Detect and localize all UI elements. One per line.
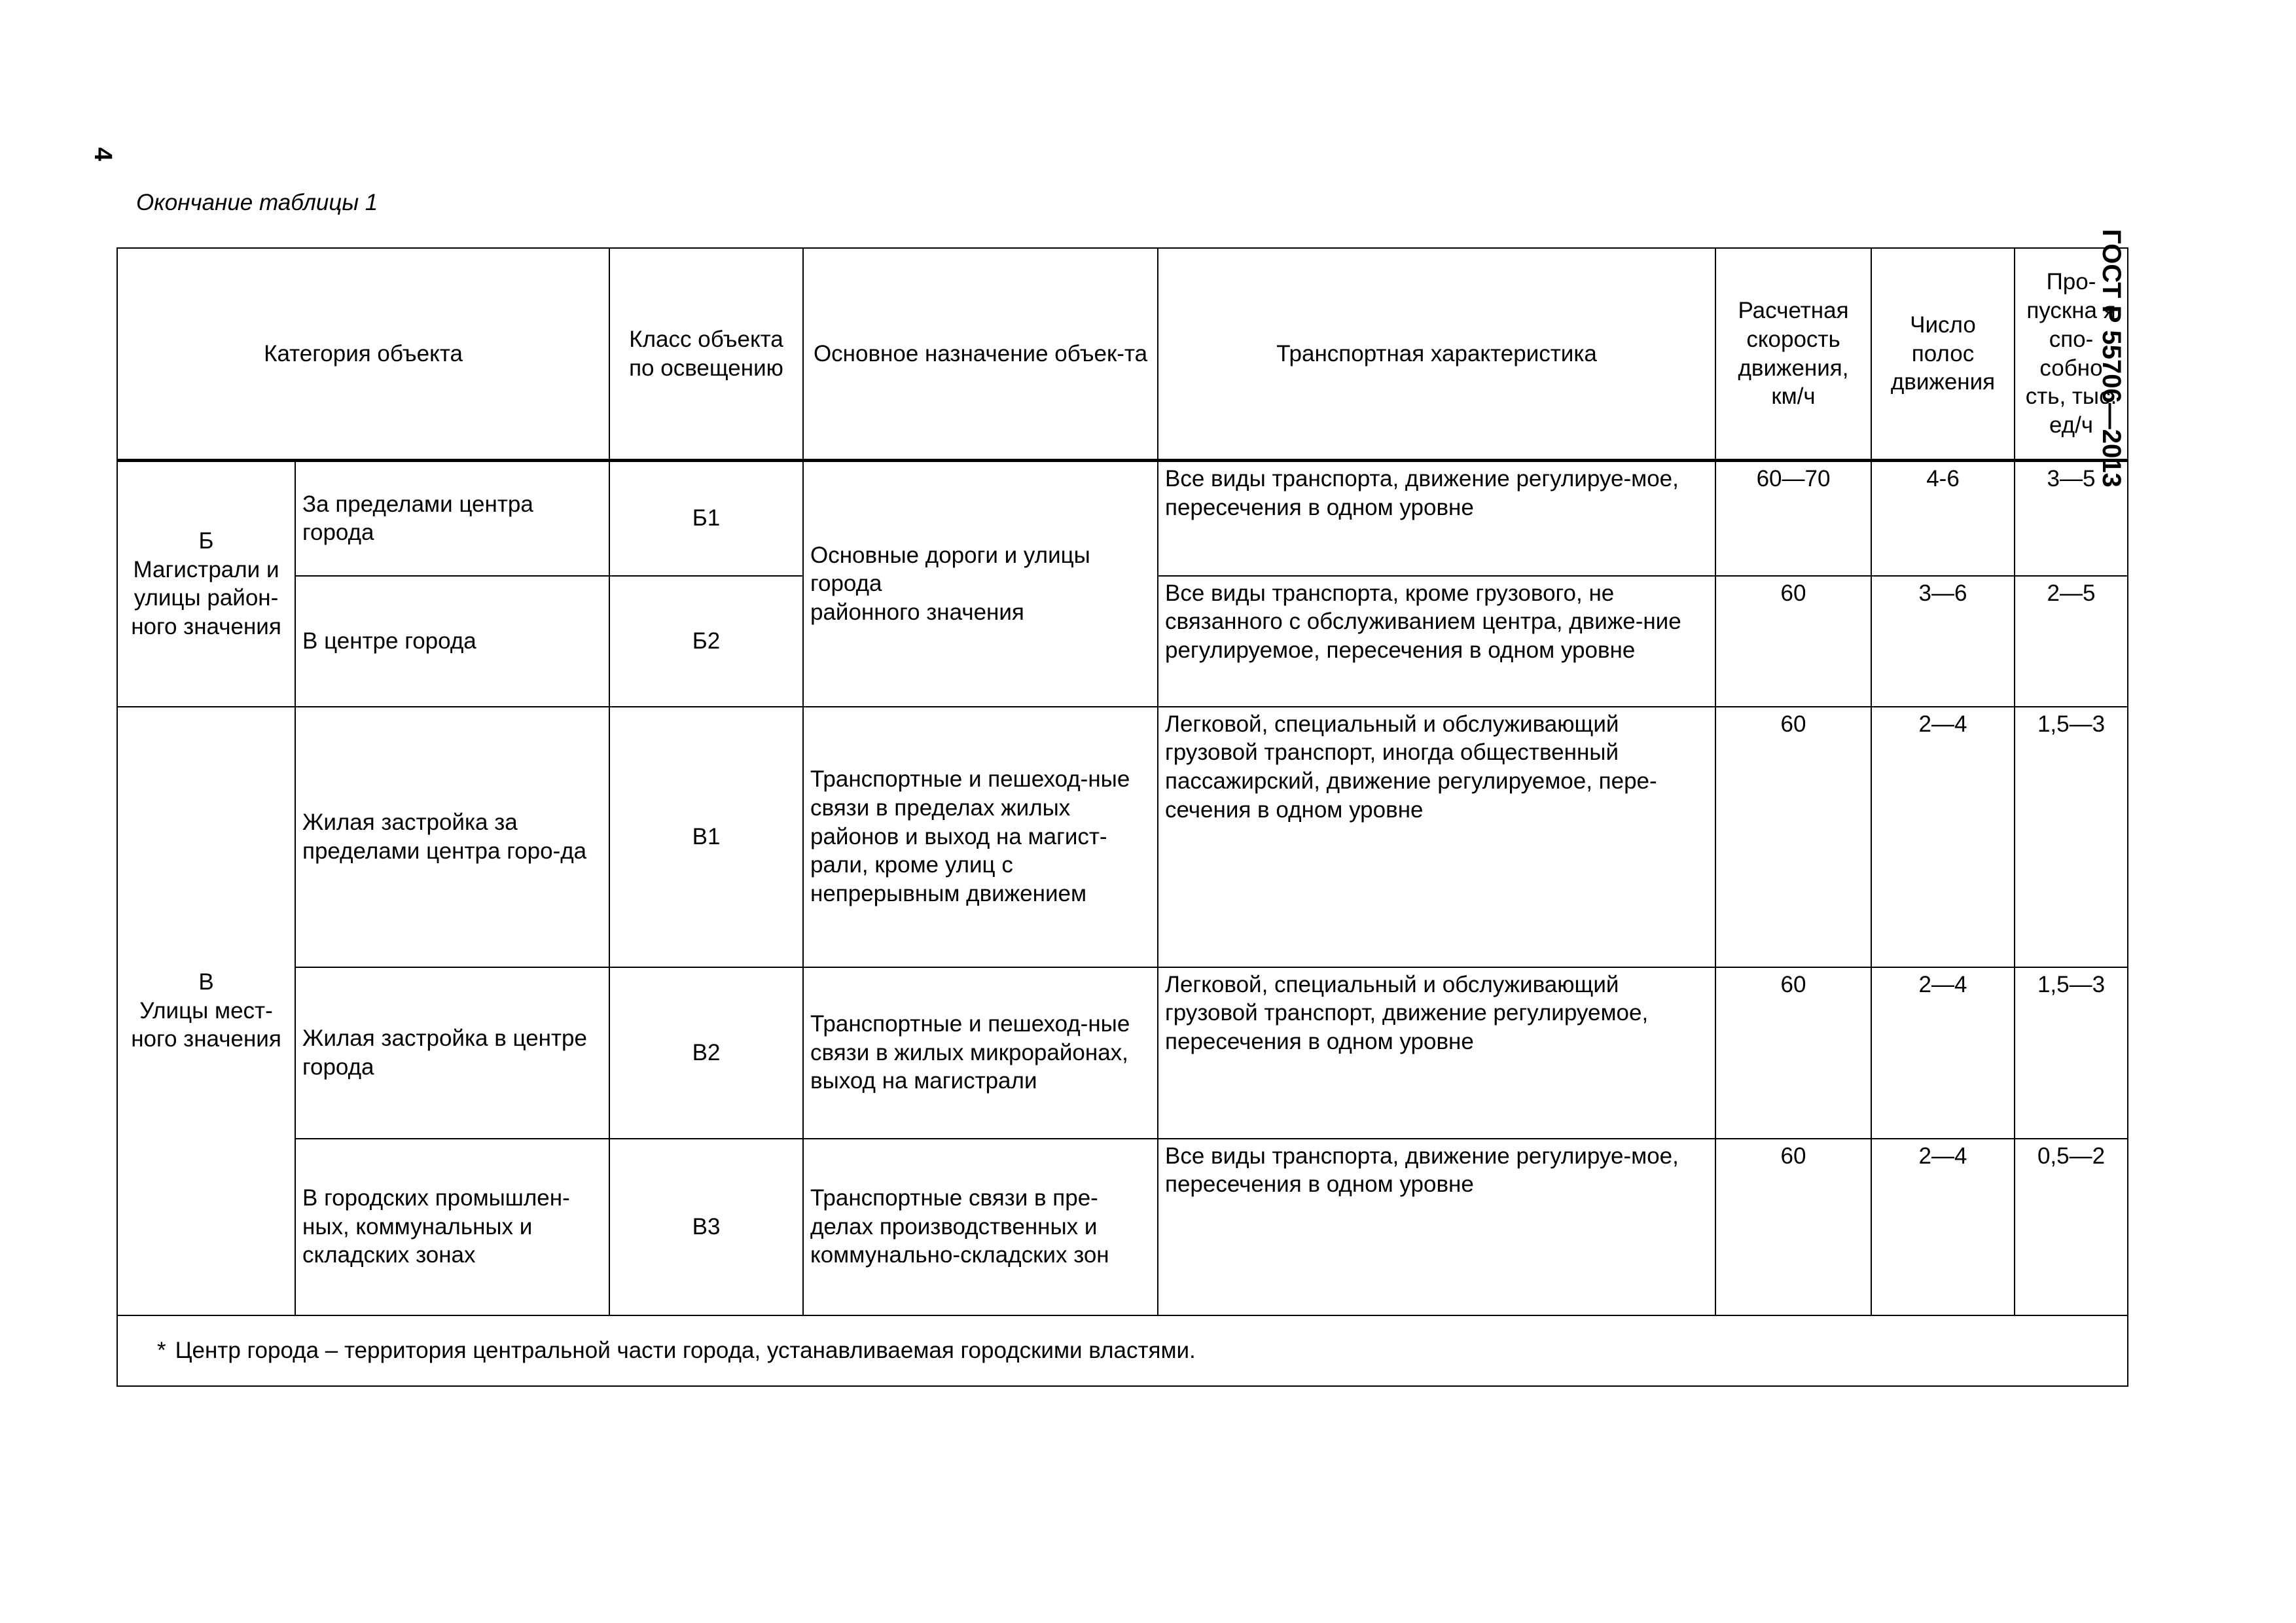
roads-classification-table — [117, 247, 2128, 1387]
class-cell: Б2 — [609, 576, 803, 707]
table-row — [117, 1139, 2128, 1315]
header-lanes: Число полос движения — [1871, 248, 2015, 461]
subcategory-cell: Жилая застройка за пределами центра горо-да — [295, 707, 609, 967]
lanes-cell: 2—4 — [1871, 1139, 2015, 1315]
capacity-cell: 0,5—2 — [2015, 1139, 2128, 1315]
purpose-cell: Транспортные связи в пре-делах производственных и коммунально-складских зон — [803, 1139, 1158, 1315]
purpose-cell: Транспортные и пешеход-ные связи в жилых микрорайонах, выход на магистрали — [803, 967, 1158, 1139]
transport-cell: Все виды транспорта, движение регулируе-мое, пересечения в одном уровне — [1158, 1139, 1715, 1315]
header-category: Категория объекта — [117, 248, 609, 461]
lanes-cell: 2—4 — [1871, 707, 2015, 967]
capacity-cell: 3—5 — [2015, 461, 2128, 576]
transport-cell: Все виды транспорта, кроме грузового, не связанного с обслуживанием центра, движе-ние регулируемое, пересечения в одном уровне — [1158, 576, 1715, 707]
document-code: ГОСТ Р 55706—2013 — [2097, 229, 2126, 488]
class-cell: В3 — [609, 1139, 803, 1315]
class-cell: В1 — [609, 707, 803, 967]
transport-cell: Легковой, специальный и обслуживающий грузовой транспорт, иногда общественный пассажирский, движение регулируемое, пере-сечения в одном уровне — [1158, 707, 1715, 967]
header-class: Класс объекта по освещению — [609, 248, 803, 461]
capacity-cell: 2—5 — [2015, 576, 2128, 707]
purpose-cell: Основные дороги и улицы города районного значения — [803, 461, 1158, 707]
header-row — [117, 248, 2128, 461]
speed-cell: 60 — [1715, 576, 1871, 707]
speed-cell: 60—70 — [1715, 461, 1871, 576]
capacity-cell: 1,5—3 — [2015, 967, 2128, 1139]
page-number: 4 — [89, 147, 117, 162]
class-cell: Б1 — [609, 461, 803, 576]
speed-cell: 60 — [1715, 707, 1871, 967]
table-row — [117, 461, 2128, 576]
lanes-cell: 2—4 — [1871, 967, 2015, 1139]
subcategory-cell: За пределами центра города — [295, 461, 609, 576]
lanes-cell: 3—6 — [1871, 576, 2015, 707]
subcategory-cell: Жилая застройка в центре города — [295, 967, 609, 1139]
capacity-cell: 1,5—3 — [2015, 707, 2128, 967]
header-transport: Транспортная характеристика — [1158, 248, 1715, 461]
subcategory-cell: В городских промышлен-ных, коммунальных и складских зонах — [295, 1139, 609, 1315]
header-speed: Расчетная скорость движения, км/ч — [1715, 248, 1871, 461]
footnote-marker: * — [157, 1337, 166, 1363]
subcategory-cell: В центре города — [295, 576, 609, 707]
group-label: Б Магистрали и улицы район-ного значения — [117, 461, 295, 707]
speed-cell: 60 — [1715, 1139, 1871, 1315]
header-purpose: Основное назначение объек-та — [803, 248, 1158, 461]
table-row — [117, 707, 2128, 967]
transport-cell: Легковой, специальный и обслуживающий грузовой транспорт, движение регулируемое, пересечения в одном уровне — [1158, 967, 1715, 1139]
class-cell: В2 — [609, 967, 803, 1139]
footnote — [117, 1315, 2128, 1386]
table-caption: Окончание таблицы 1 — [136, 190, 378, 215]
speed-cell: 60 — [1715, 967, 1871, 1139]
purpose-cell: Транспортные и пешеход-ные связи в пределах жилых районов и выход на магист-рали, кроме улиц с непрерывным движением — [803, 707, 1158, 967]
footnote-text: Центр города – территория центральной части города, устанавливаемая городскими властями. — [175, 1337, 1196, 1363]
transport-cell: Все виды транспорта, движение регулируе-мое, пересечения в одном уровне — [1158, 461, 1715, 576]
lanes-cell: 4-6 — [1871, 461, 2015, 576]
table-row — [117, 967, 2128, 1139]
footnote-row — [117, 1315, 2128, 1386]
group-label: В Улицы мест-ного значения — [117, 707, 295, 1315]
header-capacity: Про-пускна я спо-собно сть, тыс. ед/ч — [2015, 248, 2128, 461]
